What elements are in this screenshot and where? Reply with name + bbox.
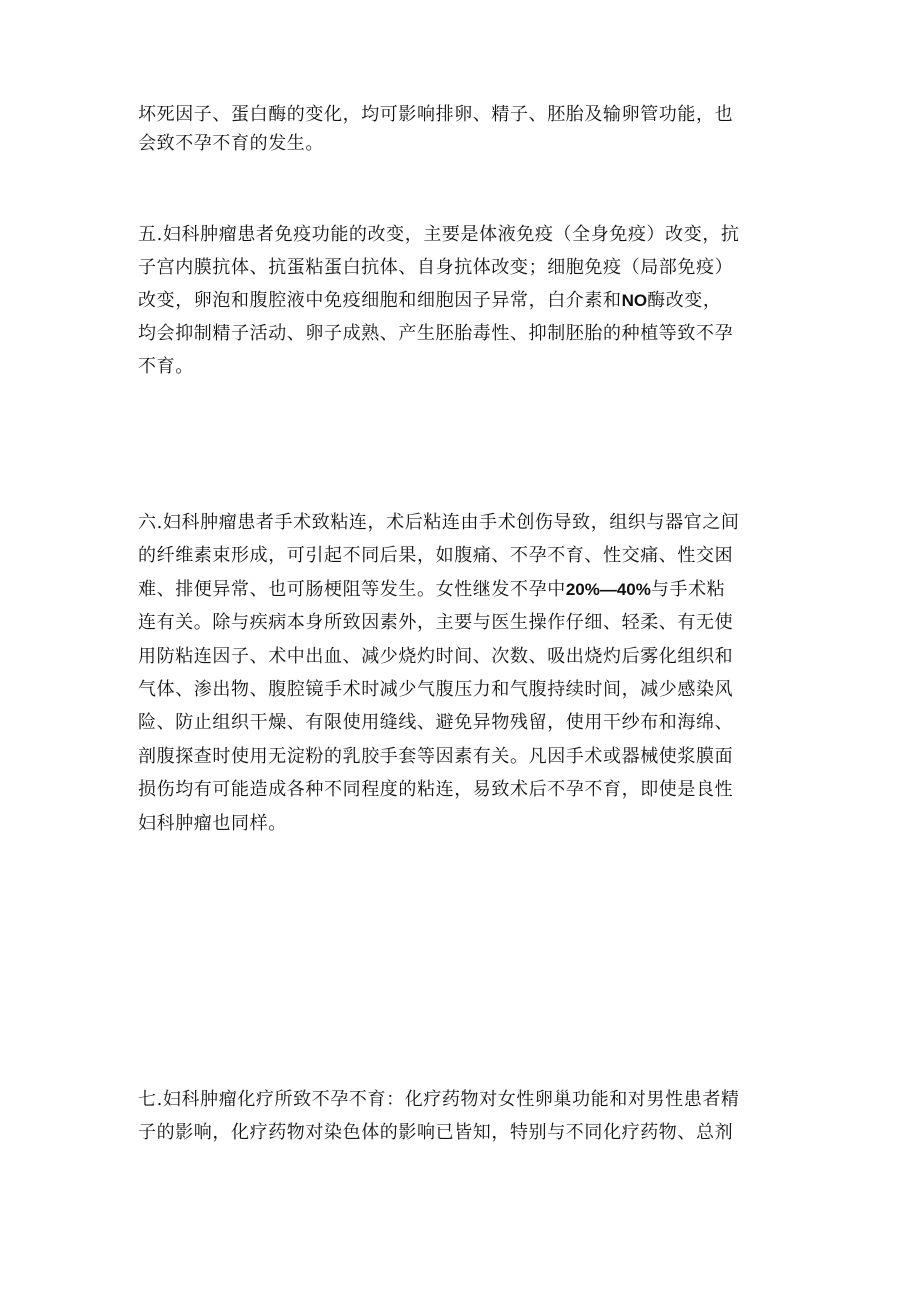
text-line: 险、防止组织干燥、有限使用缝线、避免异物残留，使用干纱布和海绵、 [138,712,734,734]
text-line: 五.妇科肿瘤患者免疫功能的改变，主要是体液免疫（全身免疫）改变，抗 [138,224,740,245]
bold-term: NO [621,291,648,310]
paragraph-continuation [138,100,786,158]
bold-percentage: 20%—40% [565,579,651,599]
text-line [138,284,786,317]
text-line: 七.妇科肿瘤化疗所致不孕不育：化疗药物对女性卵巢功能和对男性患者精 [138,1089,740,1110]
text-line: 剖腹探查时使用无淀粉的乳胶手套等因素有关。凡因手术或器械使浆膜面 [138,745,734,767]
text-line: 不育。 [138,356,194,377]
paragraph-section-6 [138,506,786,840]
text-line: 六.妇科肿瘤患者手术致粘连，术后粘连由手术创伤导致，组织与器官之间 [138,512,740,533]
text-line: 的纤维素束形成，可引起不同后果，如腹痛、不孕不育、性交痛、性交困 [138,545,734,567]
paragraph-section-7 [138,1083,786,1149]
text-run: 与手术粘 [650,578,726,600]
text-line: 用防粘连因子、术中出血、减少烧灼时间、次数、吸出烧灼后雾化组织和 [138,645,734,667]
text-line: 气体、渗出物、腹腔镜手术时减少气腹压力和气腹持续时间，减少感染风 [138,679,734,701]
text-line: 损伤均有可能造成各种不同程度的粘连，易致术后不孕不育，即使是良性 [138,779,734,801]
text-run: 难、排便异常、也可肠梗阻等发生。女性继发不孕中 [138,578,566,600]
text-line [138,573,786,606]
text-line: 会致不孕不育的发生。 [138,133,324,154]
text-line: 坏死因子、蛋白酶的变化，均可影响排卵、精子、胚胎及输卵管功能，也 [138,104,734,125]
text-line: 子宫内膜抗体、抗蛋粘蛋白抗体、自身抗体改变；细胞免疫（局部免疫） [138,257,734,278]
text-line: 均会抑制精子活动、卵子成熟、产生胚胎毒性、抑制胚胎的种植等致不孕 [138,323,734,344]
text-line: 妇科肿瘤也同样。 [138,812,287,834]
text-line: 连有关。除与疾病本身所致因素外，主要与医生操作仔细、轻柔、有无使 [138,612,734,634]
paragraph-section-5 [138,218,786,383]
text-run: 酶改变， [647,290,722,311]
text-line: 子的影响，化疗药物对染色体的影响已皆知，特别与不同化疗药物、总剂 [138,1122,734,1143]
text-run: 改变，卵泡和腹腔液中免疫细胞和细胞因子异常，白介素和 [138,290,622,311]
